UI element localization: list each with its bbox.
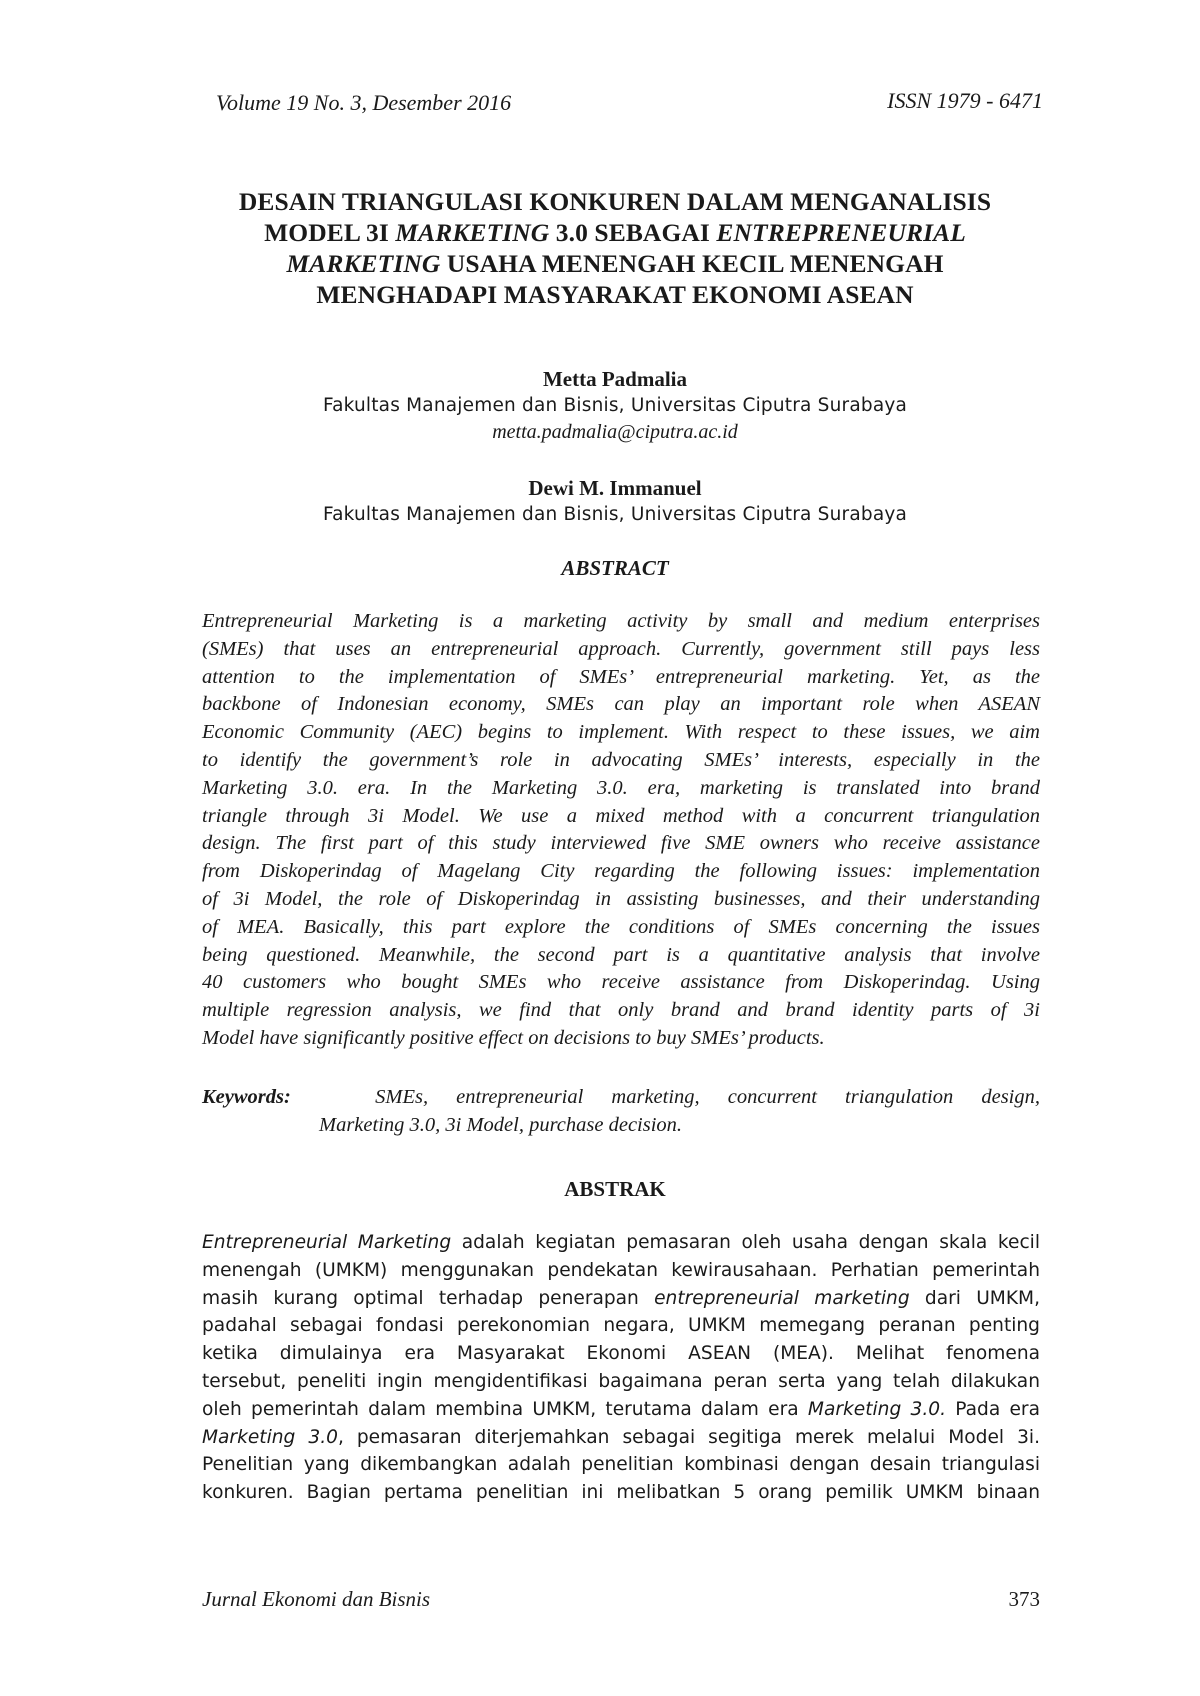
abstract-line: Model have significantly positive effect on decisions to buy SMEs’ products. xyxy=(202,1026,825,1049)
abstrak-italic: entrepreneurial marketing xyxy=(654,1287,910,1309)
abstrak-line xyxy=(202,1285,1040,1313)
abstrak-heading: ABSTRAK xyxy=(564,1177,666,1201)
abstract-line: multiple regression analysis, we find that only brand and brand identity parts of 3i xyxy=(202,999,1040,1022)
abstrak-italic: Entrepreneurial Marketing xyxy=(202,1232,452,1253)
author-1 xyxy=(190,366,1040,445)
abstrak-text: , pemasaran diterjemahkan sebagai segitiga merek melalui Model 3i. xyxy=(337,1426,1040,1448)
abstrak-text: adalah kegiatan pemasaran oleh usaha dengan skala kecil xyxy=(451,1232,1040,1253)
abstract-line: design. The first part of this study interviewed five SME owners who receive assistance xyxy=(202,832,1040,855)
volume-info: Volume 19 No. 3, Desember 2016 xyxy=(216,90,512,115)
abstract-line: backbone of Indonesian economy, SMEs can play an important role when ASEAN xyxy=(202,693,1040,716)
abstract-heading: ABSTRACT xyxy=(561,556,669,580)
keywords-text: SMEs, entrepreneurial marketing, concurrent triangulation design, xyxy=(375,1086,1040,1108)
abstrak-body xyxy=(202,1229,1040,1507)
title-line-4: MENGHADAPI MASYARAKAT EKONOMI ASEAN xyxy=(316,280,914,309)
abstrak-line xyxy=(202,1229,1040,1257)
keywords-line-2: Marketing 3.0, 3i Model, purchase decision. xyxy=(319,1114,683,1136)
abstrak-line xyxy=(202,1396,1040,1424)
abstrak-italic: Marketing 3.0. xyxy=(807,1398,946,1420)
abstract-line: from Diskoperindag of Magelang City regarding the following issues: implementation xyxy=(202,860,1040,883)
author-affiliation: Fakultas Manajemen dan Bisnis, Universitas Ciputra Surabaya xyxy=(322,395,908,416)
page-number: 373 xyxy=(1008,1587,1040,1611)
abstrak-text: dari UMKM, xyxy=(909,1287,1040,1309)
abstract-line: triangle through 3i Model. We use a mixed method with a concurrent triangulation xyxy=(202,804,1040,827)
author-name: Dewi M. Immanuel xyxy=(528,476,702,500)
abstrak-text: masih kurang optimal terhadap penerapan xyxy=(202,1287,655,1309)
abstract-line: Entrepreneurial Marketing is a marketing activity by small and medium enterprises xyxy=(202,610,1040,632)
abstrak-text: Pada era xyxy=(946,1398,1040,1420)
abstract-line: being questioned. Meanwhile, the second part is a quantitative analysis that involve xyxy=(202,943,1040,966)
abstract-line: attention to the implementation of SMEs’ entrepreneurial marketing. Yet, as the xyxy=(202,665,1040,688)
author-affiliation: Fakultas Manajemen dan Bisnis, Universitas Ciputra Surabaya xyxy=(322,504,908,525)
abstract-line: of 3i Model, the role of Diskoperindag in assisting businesses, and their understanding xyxy=(202,887,1040,910)
abstrak-line: konkuren. Bagian pertama penelitian ini melibatkan 5 orang pemilik UMKM binaan xyxy=(202,1482,1040,1504)
abstract-line: Economic Community (AEC) begins to implement. With respect to these issues, we aim xyxy=(202,721,1040,744)
abstract-line: 40 customers who bought SMEs who receive assistance from Diskoperindag. Using xyxy=(202,971,1040,994)
keywords-line-1 xyxy=(202,1083,1040,1111)
author-email[interactable]: metta.padmalia@ciputra.ac.id xyxy=(492,421,738,443)
author-name: Metta Padmalia xyxy=(542,367,688,391)
abstrak-line: menengah (UMKM) menggunakan pendekatan kewirausahaan. Perhatian pemerintah xyxy=(202,1259,1040,1281)
abstrak-line: tersebut, peneliti ingin mengidentifikasi bagaimana peran serta yang telah dilakukan xyxy=(202,1370,1040,1392)
abstrak-line: ketika dimulainya era Masyarakat Ekonomi ASEAN (MEA). Melihat fenomena xyxy=(202,1343,1040,1365)
title-text: 3.0 SEBAGAI xyxy=(549,218,717,247)
abstrak-line: Penelitian yang dikembangkan adalah penelitian kombinasi dengan desain triangulasi xyxy=(202,1454,1040,1476)
abstract-body xyxy=(202,608,1040,1053)
title-line-2 xyxy=(190,217,1040,248)
abstrak-line xyxy=(202,1424,1040,1452)
journal-name: Jurnal Ekonomi dan Bisnis xyxy=(202,1587,431,1611)
author-2 xyxy=(190,475,1040,528)
abstrak-italic: Marketing 3.0 xyxy=(202,1426,338,1448)
title-italic: ENTREPRENEURIAL xyxy=(716,218,966,247)
paper-title xyxy=(190,186,1040,310)
keywords-label: Keywords: xyxy=(202,1086,291,1108)
title-text: USAHA MENENGAH KECIL MENENGAH xyxy=(440,249,944,278)
abstract-line: to identify the government’s role in advocating SMEs’ interests, especially in the xyxy=(202,748,1040,771)
title-line-1: DESAIN TRIANGULASI KONKUREN DALAM MENGANALISIS xyxy=(238,187,992,216)
abstrak-line: padahal sebagai fondasi perekonomian negara, UMKM memegang peranan penting xyxy=(202,1315,1040,1337)
abstract-line: Marketing 3.0. era. In the Marketing 3.0. era, marketing is translated into brand xyxy=(202,776,1040,799)
abstrak-text: oleh pemerintah dalam membina UMKM, terutama dalam era xyxy=(202,1398,808,1420)
abstract-line: of MEA. Basically, this part explore the conditions of SMEs concerning the issues xyxy=(202,915,1040,938)
title-italic: MARKETING xyxy=(395,218,550,247)
keywords xyxy=(202,1083,1040,1139)
abstract-line: (SMEs) that uses an entrepreneurial approach. Currently, government still pays less xyxy=(202,637,1040,660)
title-text: MODEL 3I xyxy=(264,218,396,247)
title-italic: MARKETING xyxy=(286,249,441,278)
title-line-3 xyxy=(190,248,1040,279)
issn: ISSN 1979 - 6471 xyxy=(887,88,1043,113)
